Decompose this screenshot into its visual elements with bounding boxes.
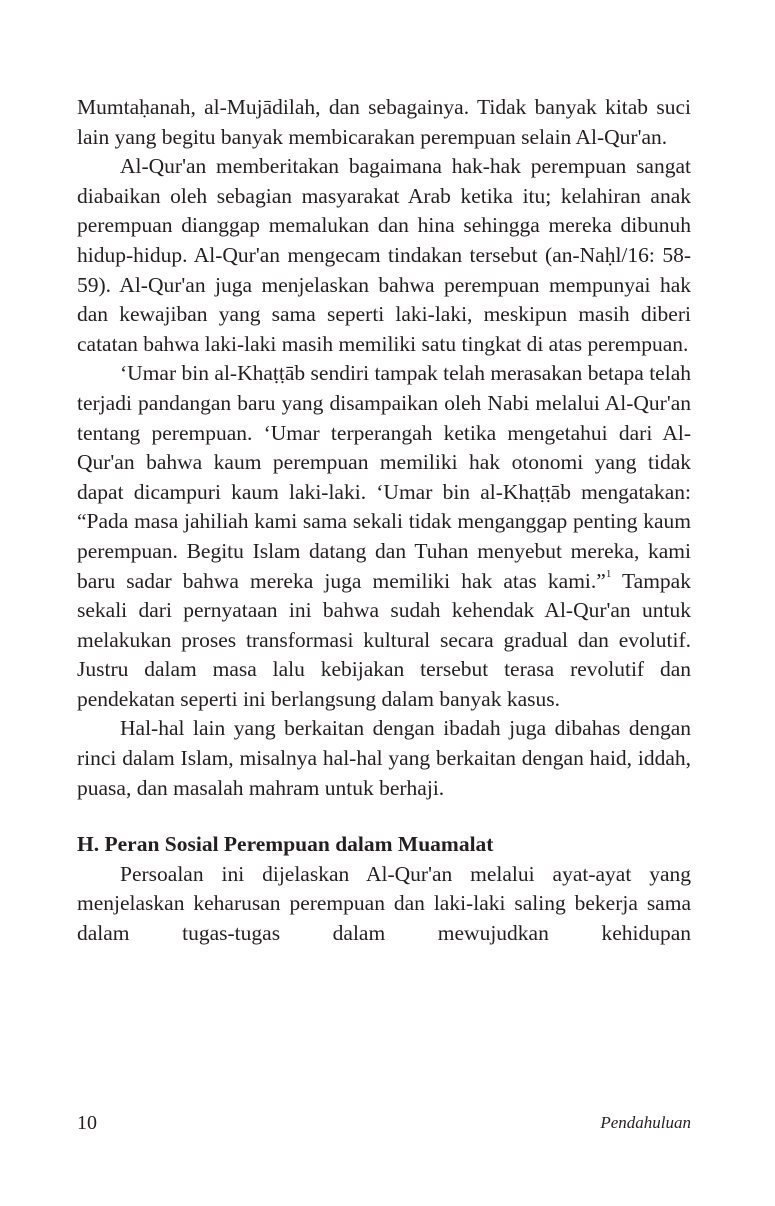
page-number: 10 [77,1112,97,1134]
running-title: Pendahuluan [600,1113,691,1132]
umar-quote-commentary: Tampak sekali dari pernyataan ini bahwa sudah kehendak Al-Qur'an untuk melakukan proses transformasi kultural secara gradual dan evolutif. Justru dalam masa lalu kebijakan tersebut terasa revolutif dan pendekatan seperti ini berlangsung dalam banyak kasus. [77,568,691,711]
paragraph-quran-rights: Al-Qur'an memberitakan bagaimana hak-hak perempuan sangat diabaikan oleh sebagian masyarakat Arab ketika itu; kelahiran anak perempuan dianggap memalukan dan hina sehingga mereka dibunuh hidup-hidup. Al-Qur'an mengecam tindakan tersebut (an-Naḥl/16: 58-59). Al-Qur'an juga menjelaskan bahwa perempuan mempunyai hak dan kewajiban yang sama seperti laki-laki, meskipun masih diberi catatan bahwa laki-laki masih memiliki satu tingkat di atas perempuan. [77,154,691,356]
umar-quote-text: ‘Umar bin al-Khaṭṭāb sendiri tampak telah merasakan betapa telah terjadi pandangan baru yang disampaikan oleh Nabi melalui Al-Qur'an tentang perempuan. ‘Umar terperangah ketika mengetahui dari Al-Qur'an bahwa kaum perempuan memiliki hak otonomi yang tidak dapat dicampuri kaum laki-laki. ‘Umar bin al-Khaṭṭāb mengatakan: “Pada masa jahiliah kami sama sekali tidak menganggap penting kaum perempuan. Begitu Islam datang dan Tuhan menyebut mereka, kami baru sadar bahwa mereka juga memiliki hak atas kami.” [77,361,691,593]
page-body [77,93,691,949]
footnote-marker[interactable]: 1 [605,568,612,581]
paragraph-ibadah: Hal-hal lain yang berkaitan dengan ibadah juga dibahas dengan rinci dalam Islam, misalnya hal-hal yang berkaitan dengan haid, iddah, puasa, dan masalah mahram untuk berhaji. [77,716,691,800]
paragraph-muamalat: Persoalan ini dijelaskan Al-Qur'an melalui ayat-ayat yang menjelaskan keharusan perempuan dan laki-laki saling bekerja sama dalam tugas-tugas dalam mewujudkan kehidupan [77,861,691,946]
paragraph-umar-quote [77,359,691,714]
paragraph-continuation: Mumtaḥanah, al-Mujādilah, dan sebagainya. Tidak banyak kitab suci lain yang begitu banyak membicarakan perempuan selain Al-Qur'an. [77,95,691,149]
section-heading: H. Peran Sosial Perempuan dalam Muamalat [77,832,494,857]
